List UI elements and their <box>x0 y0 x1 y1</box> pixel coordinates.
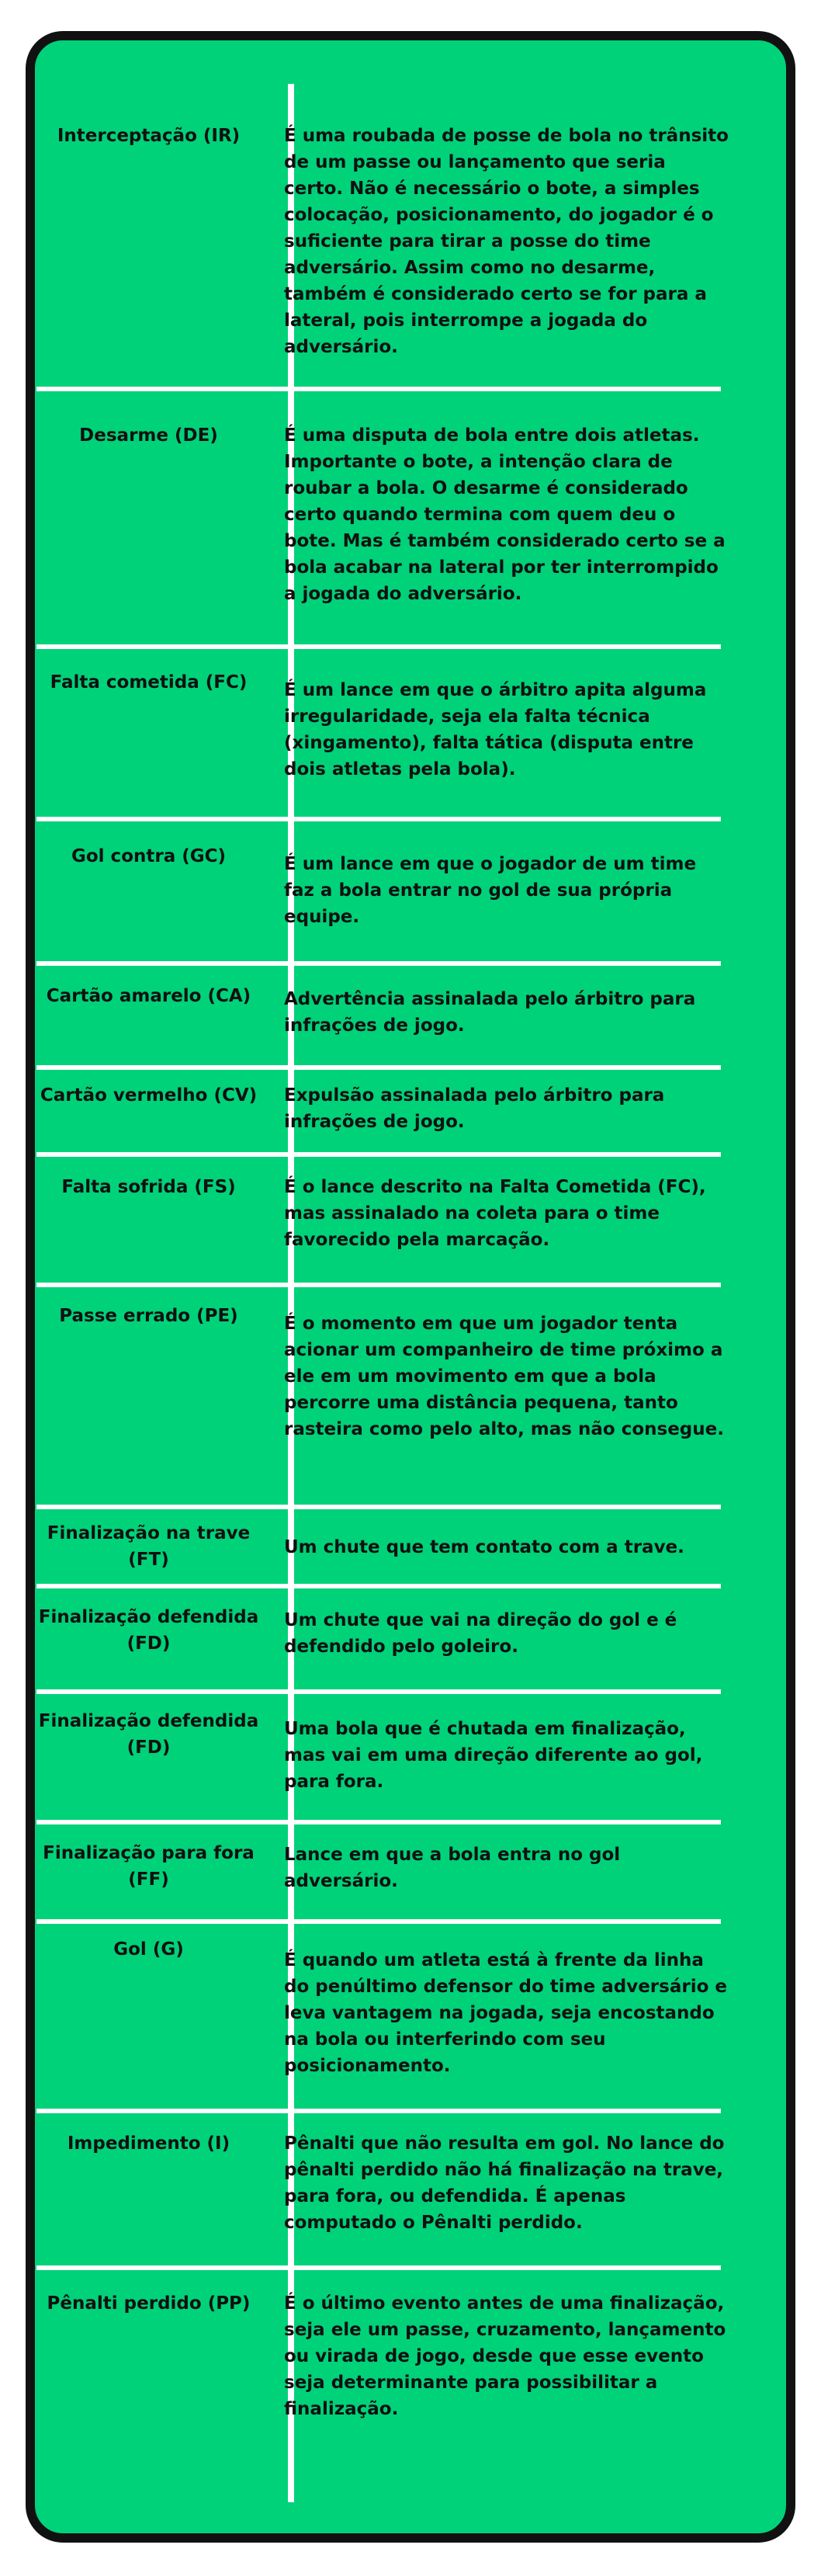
row-term: Finalização defendida (FD) <box>38 1711 259 1758</box>
row-term: Finalização para fora (FF) <box>43 1843 255 1890</box>
row-definition: É um lance em que o árbitro apita alguma irregularidade, seja ela falta técnica (xingamento), falta tática (disputa entre dois atletas pela bola). <box>284 680 707 779</box>
row-definition: Expulsão assinalada pelo árbitro para infrações de jogo. <box>284 1085 665 1132</box>
row-term: Cartão amarelo (CA) <box>46 986 251 1006</box>
row-definition: É quando um atleta está à frente da linha do penúltimo defensor do time adversário e leva vantagem na jogada, seja encostando na bola ou interferindo com seu posicionamento. <box>284 1950 727 2076</box>
row-definition: É o lance descrito na Falta Cometida (FC), mas assinalado na coleta para o time favorecido pela marcação. <box>284 1177 706 1250</box>
row-divider <box>36 644 721 649</box>
row-divider <box>36 387 721 391</box>
row-divider <box>36 1505 721 1509</box>
row-term: Cartão vermelho (CV) <box>40 1085 258 1106</box>
row-definition: É o último evento antes de uma finalização, seja ele um passe, cruzamento, lançamento ou virada de jogo, desde que esse evento seja determinante para possibilitar a finalização. <box>284 2293 726 2419</box>
row-definition: Lance em que a bola entra no gol adversário. <box>284 1845 621 1891</box>
row-definition: Um chute que tem contato com a trave. <box>284 1537 684 1557</box>
row-divider <box>36 817 721 821</box>
row-divider <box>36 1820 721 1824</box>
row-term: Falta sofrida (FS) <box>61 1177 236 1197</box>
row-term: Gol (G) <box>113 1939 184 1960</box>
row-definition: É o momento em que um jogador tenta acionar um companheiro de time próximo a ele em um movimento em que a bola percorre uma distância pequena, tanto rasteira como pelo alto, mas não consegue. <box>284 1314 724 1439</box>
row-divider <box>36 2265 721 2270</box>
row-definition: Advertência assinalada pelo árbitro para infrações de jogo. <box>284 989 696 1036</box>
row-term: Interceptação (IR) <box>57 126 241 146</box>
row-divider <box>36 1919 721 1924</box>
row-definition: Um chute que vai na direção do gol e é defendido pelo goleiro. <box>284 1610 677 1657</box>
row-term: Desarme (DE) <box>79 425 218 446</box>
row-term: Passe errado (PE) <box>59 1306 238 1326</box>
row-term: Finalização defendida (FD) <box>38 1607 259 1654</box>
row-divider <box>36 1065 721 1070</box>
row-divider <box>36 1584 721 1588</box>
row-term: Pênalti perdido (PP) <box>47 2293 251 2314</box>
row-term: Impedimento (I) <box>67 2133 230 2154</box>
row-definition: Pênalti que não resulta em gol. No lance do pênalti perdido não há finalização na trave, para fora, ou defendida. É apenas computado o Pênalti perdido. <box>284 2133 725 2233</box>
row-definition: É um lance em que o jogador de um time faz a bola entrar no gol de sua própria equipe. <box>284 854 697 927</box>
row-definition: Uma bola que é chutada em finalização, mas vai em uma direção diferente ao gol, para fora. <box>284 1719 703 1792</box>
row-divider <box>36 2109 721 2113</box>
row-divider <box>36 1283 721 1287</box>
row-term: Finalização na trave (FT) <box>47 1523 251 1570</box>
row-divider <box>36 961 721 966</box>
row-divider <box>36 1152 721 1157</box>
row-divider <box>36 1689 721 1694</box>
row-definition: É uma roubada de posse de bola no trânsito de um passe ou lançamento que seria certo. Não é necessário o bote, a simples colocação, posicionamento, do jogador é o suficiente para tirar a posse do time adversário. Assim como no desarme, também é considerado certo se for para a lateral, pois interrompe a jogada do adversário. <box>284 126 729 357</box>
row-term: Falta cometida (FC) <box>50 672 248 693</box>
row-definition: É uma disputa de bola entre dois atletas. Importante o bote, a intenção clara de roubar a bola. O desarme é considerado certo quando termina com quem deu o bote. Mas é também considerado certo se a bola acabar na lateral por ter interrompido a jogada do adversário. <box>284 425 726 604</box>
row-term: Gol contra (GC) <box>71 846 227 866</box>
